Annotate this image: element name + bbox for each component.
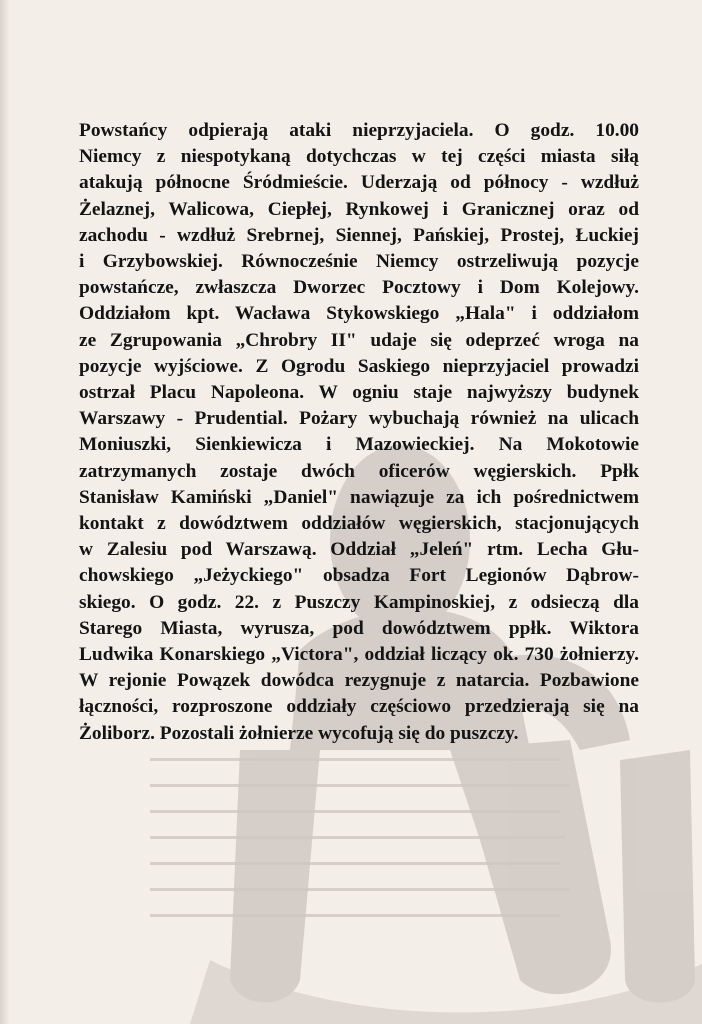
text-line: ze Zgrupowania „Chrobry II" udaje się odeprzeć wroga na [79, 329, 639, 351]
text-line: w Zalesiu pod Warszawą. Oddział „Jeleń" rtm. Lecha Głu- [79, 539, 639, 561]
body-text [79, 118, 639, 747]
text-line: atakują północne Śródmieście. Uderzają od północy - wzdłuż [79, 172, 639, 194]
text-line: łączności, rozproszone oddziały częściowo przedzierają się na [79, 696, 639, 718]
text-line: Powstańcy odpierają ataki nieprzyjaciela. O godz. 10.00 [79, 120, 639, 141]
page-edge-shadow [0, 0, 10, 1024]
text-line: Ludwika Konarskiego „Victora", oddział liczący ok. 730 żołnierzy. [79, 644, 639, 666]
text-line: Starego Miasta, wyrusza, pod dowództwem ppłk. Wiktora [79, 617, 639, 639]
text-line: W rejonie Powązek dowódca rezygnuje z natarcia. Pozbawione [79, 670, 639, 692]
text-line: skiego. O godz. 22. z Puszczy Kampinoskiej, z odsieczą dla [79, 591, 639, 613]
text-line: pozycje wyjściowe. Z Ogrodu Saskiego nieprzyjaciel prowadzi [79, 355, 639, 377]
text-line: zachodu - wzdłuż Srebrnej, Siennej, Pańskiej, Prostej, Łuckiej [79, 224, 639, 246]
text-line: Niemcy z niespotykaną dotychczas w tej części miasta siłą [79, 146, 639, 168]
text-line: Warszawy - Prudential. Pożary wybuchają również na ulicach [79, 408, 639, 430]
text-line: chowskiego „Jeżyckiego" obsadza Fort Legionów Dąbrow- [79, 565, 639, 587]
text-line: Moniuszki, Sienkiewicza i Mazowieckiej. Na Mokotowie [79, 434, 639, 456]
text-line: zatrzymanych zostaje dwóch oficerów węgierskich. Ppłk [79, 460, 639, 482]
text-line: ostrzał Placu Napoleona. W ogniu staje najwyższy budynek [79, 382, 639, 404]
text-line: Oddziałom kpt. Wacława Stykowskiego „Hala" i oddziałom [79, 303, 639, 325]
text-line-last: Żoliborz. Pozostali żołnierze wycofują się do puszczy. [79, 722, 519, 744]
text-line: i Grzybowskiej. Równocześnie Niemcy ostrzeliwują pozycje [79, 251, 639, 273]
text-line: Żelaznej, Walicowa, Ciepłej, Rynkowej i Granicznej oraz od [79, 198, 639, 220]
text-line: powstańcze, zwłaszcza Dworzec Pocztowy i Dom Kolejowy. [79, 277, 639, 299]
text-line: Stanisław Kamiński „Daniel" nawiązuje za ich pośrednictwem [79, 486, 639, 508]
text-line: kontakt z dowództwem oddziałów węgierskich, stacjonujących [79, 513, 639, 535]
